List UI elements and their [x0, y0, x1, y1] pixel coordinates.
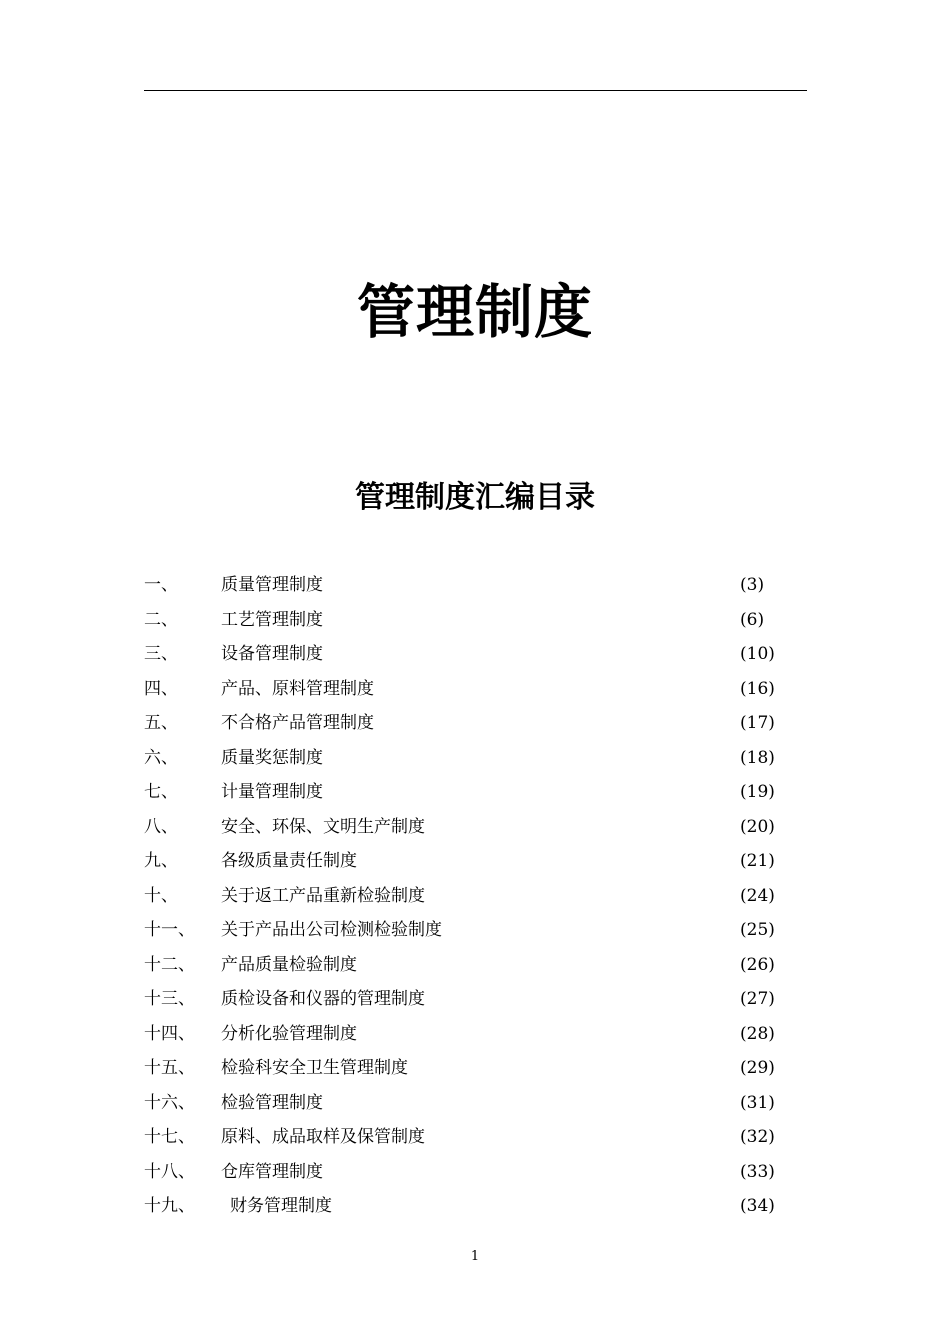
- toc-heading: 管理制度汇编目录: [355, 480, 595, 515]
- toc-entry-11[interactable]: [144, 913, 784, 948]
- toc-entry-page: (34): [740, 1196, 775, 1216]
- toc-entry-page: (17): [740, 713, 775, 733]
- header-rule: [144, 90, 807, 91]
- toc-entry-page: (20): [740, 816, 775, 837]
- toc-entry-7[interactable]: [144, 775, 784, 810]
- toc-entry-page: (28): [740, 1023, 775, 1044]
- toc-entry-title: 不合格产品管理制度: [221, 713, 374, 733]
- toc-entry-title: 检验管理制度: [221, 1092, 323, 1113]
- toc-entry-title: 计量管理制度: [221, 782, 323, 802]
- toc-entry-title: 检验科安全卫生管理制度: [221, 1058, 408, 1078]
- toc-entry-page: (32): [740, 1127, 775, 1147]
- toc-entry-page: (21): [740, 851, 775, 871]
- toc-entry-page: (26): [740, 954, 775, 975]
- toc-entry-10[interactable]: [144, 879, 784, 914]
- toc-entry-number: 二、: [144, 609, 178, 630]
- toc-entry-3[interactable]: [144, 637, 784, 672]
- toc-entry-number: 三、: [144, 644, 178, 664]
- toc-entry-number: 八、: [144, 816, 178, 837]
- toc-entry-page: (6): [740, 609, 765, 630]
- toc-entry-number: 十八、: [144, 1161, 195, 1182]
- toc-entry-14[interactable]: [144, 1017, 784, 1052]
- toc-entry-number: 五、: [144, 713, 178, 733]
- toc-entry-title: 设备管理制度: [221, 644, 323, 664]
- toc-entry-page: (19): [740, 782, 775, 802]
- toc-entry-title: 关于返工产品重新检验制度: [221, 885, 425, 906]
- toc-entry-page: (27): [740, 989, 775, 1009]
- toc-entry-number: 十五、: [144, 1058, 195, 1078]
- toc-entry-title: 产品、原料管理制度: [221, 678, 374, 699]
- page-number: 1: [470, 1249, 480, 1264]
- toc-entry-page: (18): [740, 747, 775, 768]
- toc-entry-title: 原料、成品取样及保管制度: [221, 1127, 425, 1147]
- toc-entry-number: 七、: [144, 782, 178, 802]
- toc-entry-number: 十一、: [144, 920, 195, 940]
- toc-entry-number: 九、: [144, 851, 178, 871]
- toc-entry-page: (33): [740, 1161, 775, 1182]
- toc-entry-number: 十三、: [144, 989, 195, 1009]
- toc-entry-2[interactable]: [144, 603, 784, 638]
- toc-entry-title: 产品质量检验制度: [221, 954, 357, 975]
- toc-entry-title: 关于产品出公司检测检验制度: [221, 920, 442, 940]
- toc-entry-1[interactable]: [144, 568, 784, 603]
- toc-entry-page: (24): [740, 885, 775, 906]
- toc-entry-number: 十二、: [144, 954, 195, 975]
- toc-entry-18[interactable]: [144, 1155, 784, 1190]
- page-title: 管理制度: [356, 278, 593, 346]
- toc-entry-15[interactable]: [144, 1051, 784, 1086]
- toc-entry-number: 十七、: [144, 1127, 195, 1147]
- toc-entry-number: 十六、: [144, 1092, 195, 1113]
- toc-entry-page: (29): [740, 1058, 775, 1078]
- toc-entry-title: 仓库管理制度: [221, 1161, 323, 1182]
- toc-entry-19[interactable]: [144, 1189, 784, 1224]
- toc-entry-number: 十九、: [144, 1196, 195, 1216]
- toc-entry-title: 工艺管理制度: [221, 609, 323, 630]
- toc-entry-12[interactable]: [144, 948, 784, 983]
- toc-entry-8[interactable]: [144, 810, 784, 845]
- toc-entry-page: (31): [740, 1092, 775, 1113]
- toc-entry-title: 分析化验管理制度: [221, 1023, 357, 1044]
- toc-entry-17[interactable]: [144, 1120, 784, 1155]
- toc-entry-number: 一、: [144, 575, 178, 595]
- table-of-contents: [144, 568, 784, 1224]
- toc-entry-title: 财务管理制度: [230, 1196, 332, 1216]
- toc-entry-page: (25): [740, 920, 775, 940]
- toc-entry-9[interactable]: [144, 844, 784, 879]
- toc-entry-number: 六、: [144, 747, 178, 768]
- toc-entry-5[interactable]: [144, 706, 784, 741]
- toc-entry-6[interactable]: [144, 741, 784, 776]
- toc-entry-title: 质量奖惩制度: [221, 747, 323, 768]
- toc-entry-number: 十、: [144, 885, 178, 906]
- toc-entry-4[interactable]: [144, 672, 784, 707]
- toc-entry-page: (3): [740, 575, 765, 595]
- toc-entry-title: 质量管理制度: [221, 575, 323, 595]
- toc-entry-title: 安全、环保、文明生产制度: [221, 816, 425, 837]
- toc-entry-page: (10): [740, 644, 775, 664]
- toc-entry-title: 质检设备和仪器的管理制度: [221, 989, 425, 1009]
- toc-entry-number: 十四、: [144, 1023, 195, 1044]
- toc-entry-number: 四、: [144, 678, 178, 699]
- toc-entry-page: (16): [740, 678, 775, 699]
- toc-entry-16[interactable]: [144, 1086, 784, 1121]
- toc-entry-13[interactable]: [144, 982, 784, 1017]
- toc-entry-title: 各级质量责任制度: [221, 851, 357, 871]
